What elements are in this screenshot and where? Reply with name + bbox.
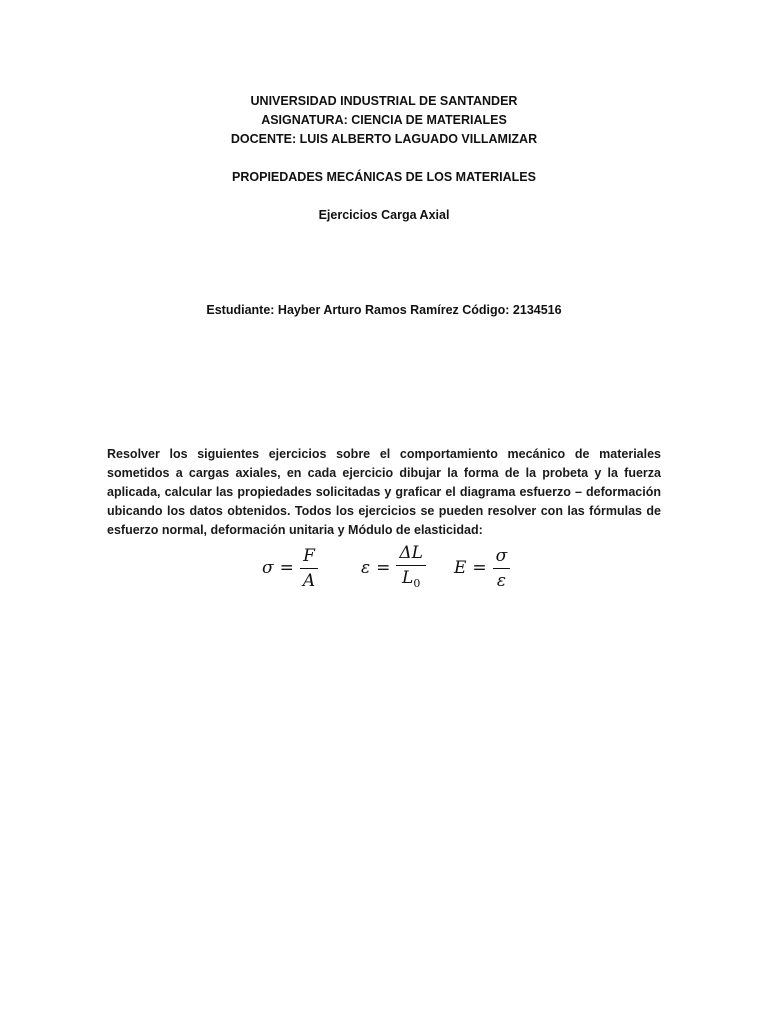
document-subtitle: Ejercicios Carga Axial xyxy=(318,208,450,222)
area-denominator: A xyxy=(302,570,316,591)
strain-symbol: ε xyxy=(361,558,371,578)
teacher-name: DOCENTE: LUIS ALBERTO LAGUADO VILLAMIZAR xyxy=(230,132,538,146)
force-numerator: F xyxy=(300,546,318,569)
document-title: PROPIEDADES MECÁNICAS DE LOS MATERIALES xyxy=(232,170,536,184)
strain-formula xyxy=(361,542,426,594)
student-info: Estudiante: Hayber Arturo Ramos Ramírez Código: 2134516 xyxy=(206,303,562,317)
stress-numerator: σ xyxy=(493,546,511,569)
equals-sign: = xyxy=(279,558,294,578)
length-denominator xyxy=(399,566,423,594)
institution-name: UNIVERSIDAD INDUSTRIAL DE SANTANDER xyxy=(250,94,518,108)
stress-formula xyxy=(262,542,318,594)
modulus-symbol: E xyxy=(454,558,467,578)
course-name: ASIGNATURA: CIENCIA DE MATERIALES xyxy=(261,113,507,127)
stress-symbol: σ xyxy=(262,558,274,578)
equals-sign: = xyxy=(472,558,487,578)
modulus-fraction xyxy=(493,546,511,591)
formulas-row xyxy=(0,542,768,598)
strain-denominator: ε xyxy=(496,570,507,591)
length-subscript: 0 xyxy=(413,576,421,590)
length-symbol: L xyxy=(402,567,414,588)
equals-sign: = xyxy=(376,558,391,578)
institution-header xyxy=(0,92,768,149)
stress-fraction xyxy=(300,546,318,591)
elongation-numerator: ΔL xyxy=(396,543,426,566)
modulus-formula xyxy=(454,542,510,594)
strain-fraction xyxy=(396,543,426,594)
instructions-paragraph: Resolver los siguientes ejercicios sobre el comportamiento mecánico de materiales sometidos a cargas axiales, en cada ejercicio dibujar la forma de la probeta y la fuerza aplicada, calcular las propiedades solicitadas y graficar el diagrama esfuerzo – deformación ubicando los datos obtenidos. Todos los ejercicios se pueden resolver con las fórmulas de esfuerzo normal, deformación unitaria y Módulo de elasticidad: xyxy=(107,446,661,537)
